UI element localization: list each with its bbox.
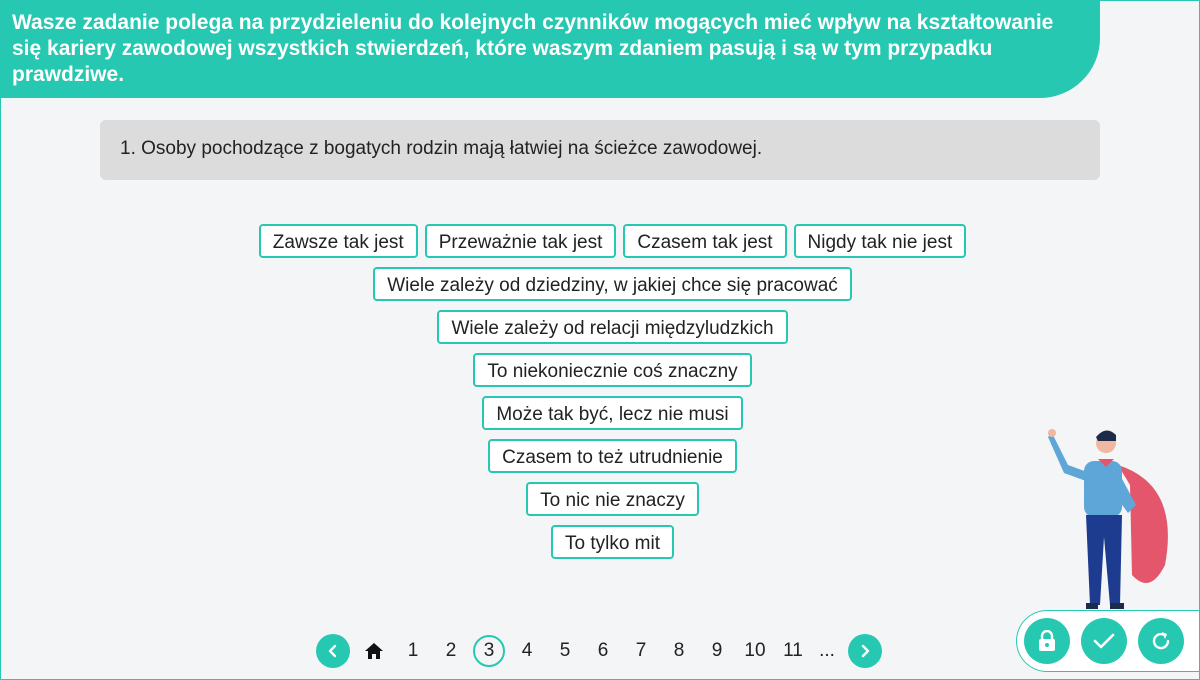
answer-chip[interactable]: Wiele zależy od dziedziny, w jakiej chce się pracować xyxy=(373,267,852,301)
check-icon xyxy=(1093,632,1115,650)
answer-row xyxy=(437,310,787,344)
lock-icon xyxy=(1037,630,1057,652)
next-page-button[interactable] xyxy=(848,634,882,668)
page-1[interactable]: 1 xyxy=(407,640,419,661)
answer-chip[interactable]: Przeważnie tak jest xyxy=(425,224,617,258)
question-box xyxy=(100,120,1100,180)
action-toolbar xyxy=(1016,610,1200,672)
question-text: 1. Osoby pochodzące z bogatych rodzin mają łatwiej na ścieżce zawodowej. xyxy=(120,138,763,159)
page-2[interactable]: 2 xyxy=(445,640,457,661)
pagination-ellipsis: ... xyxy=(819,640,835,661)
check-button[interactable] xyxy=(1081,618,1127,664)
home-icon xyxy=(364,642,384,660)
answer-chip[interactable]: Czasem to też utrudnienie xyxy=(488,439,737,473)
answer-row xyxy=(526,482,699,516)
answer-row xyxy=(373,267,852,301)
answer-row xyxy=(482,396,742,430)
answer-chip[interactable]: Zawsze tak jest xyxy=(259,224,418,258)
page-8[interactable]: 8 xyxy=(673,640,685,661)
page-4[interactable]: 4 xyxy=(521,640,533,661)
chevron-right-icon xyxy=(857,643,873,659)
answer-row xyxy=(473,353,751,387)
pagination xyxy=(316,634,882,668)
page-9[interactable]: 9 xyxy=(711,640,723,661)
answer-row xyxy=(259,224,966,258)
chevron-left-icon xyxy=(325,643,341,659)
answer-row xyxy=(551,525,674,559)
page-6[interactable]: 6 xyxy=(597,640,609,661)
page-3-current[interactable]: 3 xyxy=(473,635,505,667)
superhero-illustration xyxy=(1040,425,1190,615)
home-button[interactable] xyxy=(356,642,392,660)
answer-chip[interactable]: To niekoniecznie coś znaczny xyxy=(473,353,751,387)
answer-chip[interactable]: To tylko mit xyxy=(551,525,674,559)
answer-options xyxy=(100,224,1125,568)
answer-chip[interactable]: To nic nie znaczy xyxy=(526,482,699,516)
page-11[interactable]: 11 xyxy=(783,640,803,661)
refresh-icon xyxy=(1150,630,1172,652)
page-7[interactable]: 7 xyxy=(635,640,647,661)
page-10[interactable]: 10 xyxy=(744,640,766,661)
instruction-header xyxy=(0,0,1100,98)
reset-button[interactable] xyxy=(1138,618,1184,664)
answer-chip[interactable]: Wiele zależy od relacji międzyludzkich xyxy=(437,310,787,344)
page-5[interactable]: 5 xyxy=(559,640,571,661)
answer-chip[interactable]: Czasem tak jest xyxy=(623,224,786,258)
answer-chip[interactable]: Nigdy tak nie jest xyxy=(794,224,967,258)
instruction-text: Wasze zadanie polega na przydzieleniu do kolejnych czynników mogących mieć wpływ na kształtowanie się kariery zawodowej wszystkich stwierdzeń, które waszym zdaniem pasują i są w tym przypadku prawdziwe. xyxy=(12,11,1054,86)
answer-chip[interactable]: Może tak być, lecz nie musi xyxy=(482,396,742,430)
prev-page-button[interactable] xyxy=(316,634,350,668)
lock-button[interactable] xyxy=(1024,618,1070,664)
answer-row xyxy=(488,439,737,473)
